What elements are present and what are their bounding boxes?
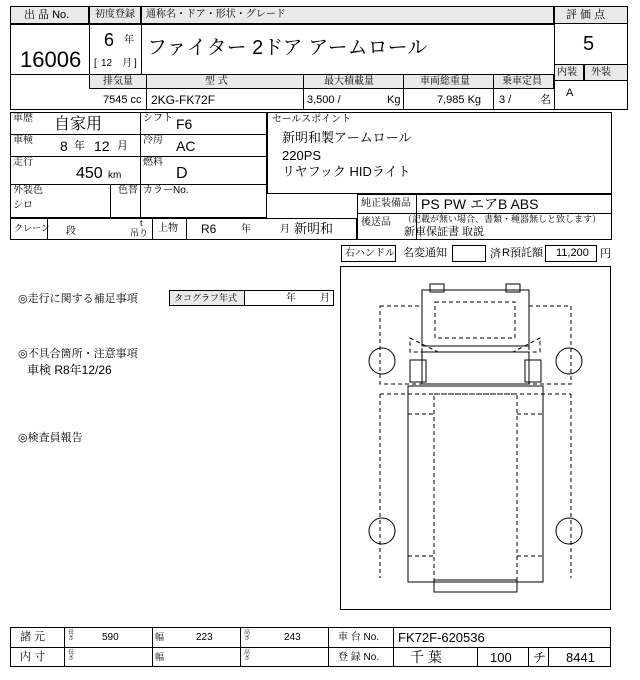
- color-value: シロ: [13, 200, 33, 211]
- body-year-unit: 年: [241, 224, 251, 235]
- first-reg-month: 12: [101, 58, 113, 69]
- load-unit: Kg: [387, 94, 401, 106]
- aftermarket-label: 後送品: [361, 217, 391, 228]
- body-year: R6: [201, 222, 217, 236]
- inner-dims-label: 内 寸: [20, 651, 46, 663]
- shift-value: F6: [176, 116, 193, 132]
- history-block: [10, 112, 267, 218]
- body-maker: 新明和: [294, 221, 334, 236]
- length-label: 長さ: [68, 630, 75, 643]
- inspector-report-label: ◎検査員報告: [18, 432, 83, 444]
- rear-right-wheel: [556, 518, 582, 544]
- genuine-equipment-label: 純正装備品: [361, 198, 411, 209]
- ac-label: 冷房: [143, 135, 163, 146]
- history-label: 車歴: [13, 113, 33, 124]
- ac-value: AC: [176, 138, 196, 154]
- history-value: 自家用: [54, 116, 103, 133]
- displacement-value: 7545 cc: [103, 94, 142, 106]
- body-month-unit: 月: [280, 224, 290, 235]
- interior-label: 内装: [557, 67, 577, 78]
- chassis-label: 車 台 No.: [338, 632, 380, 643]
- tacho-label: タコグラフ年式: [174, 293, 238, 303]
- sales-point-line: 新明和製アームロール: [282, 130, 412, 145]
- name-change-notice-box: [452, 245, 486, 262]
- bed-floor: [434, 394, 517, 580]
- height-label: 高さ: [244, 630, 251, 643]
- chassis-value: FK72F-620536: [398, 630, 485, 645]
- first-reg-year: 6: [104, 30, 115, 50]
- front-right-wheel: [556, 348, 582, 374]
- reg-region: 千 葉: [410, 649, 442, 665]
- right-headlight: [525, 360, 541, 382]
- left-mirror-icon: [430, 284, 444, 292]
- first-reg-month-unit: 月: [122, 58, 132, 69]
- inner-width-label: 幅: [155, 652, 165, 662]
- reg-label: 登 録 No.: [338, 652, 380, 663]
- truck-top-view-diagram: [340, 266, 611, 610]
- inner-height-label: 高さ: [244, 650, 251, 663]
- windshield: [410, 338, 540, 352]
- aftermarket-note: （記載が無い場合、書類・種器無しと致します）: [403, 214, 602, 224]
- exterior-label: 外装: [591, 67, 611, 78]
- gross-value: 7,985 Kg: [437, 94, 482, 106]
- color-no-label: カラーNo.: [143, 185, 189, 196]
- cab-left-side: [380, 306, 422, 384]
- fuel-label: 燃料: [143, 157, 163, 168]
- rear-left-wheel: [369, 518, 395, 544]
- sales-point-line: 220PS: [282, 148, 322, 163]
- crane-hang-unit: 吊り: [130, 228, 149, 238]
- reg-number: 8441: [566, 650, 595, 665]
- load-value: 3,500 /: [307, 94, 341, 106]
- inspection-year: 8: [60, 138, 68, 154]
- displacement-label: 排気量: [103, 76, 133, 87]
- load-label: 最大積載量: [324, 76, 374, 87]
- width-label: 幅: [155, 632, 165, 642]
- color-code-label: 色替: [118, 185, 138, 196]
- tacho-month-unit: 月: [320, 293, 330, 304]
- defects-text: 車検 R8年12/26: [27, 363, 112, 377]
- cab-right-side: [529, 306, 571, 384]
- mileage-unit: km: [108, 170, 122, 181]
- recycle-prefix: 済: [490, 248, 501, 260]
- recycle-unit: 円: [600, 248, 611, 260]
- lot-label: 出 品 No.: [24, 9, 70, 21]
- crane-t-unit: t: [140, 218, 143, 228]
- shift-label: シフト: [143, 113, 173, 124]
- mileage-value: 450: [76, 165, 103, 182]
- right-mirror-icon: [506, 284, 520, 292]
- recycle-value: 11,200: [556, 247, 589, 259]
- capacity-value: 3 /: [499, 94, 512, 106]
- color-label: 外装色: [13, 185, 43, 196]
- width-value: 223: [196, 632, 213, 643]
- recycle-label: R預託額: [502, 247, 543, 259]
- inspection-month: 12: [94, 138, 110, 154]
- driving-notes-label: ◎走行に関する補足事項: [18, 293, 138, 305]
- lot-number: 16006: [20, 47, 82, 72]
- inspection-year-unit: 年: [74, 140, 85, 152]
- interior-grade: A: [566, 87, 574, 99]
- height-value: 243: [284, 632, 301, 643]
- spec-label-row: [89, 74, 554, 89]
- first-reg-year-unit: 年: [124, 35, 134, 46]
- front-left-wheel: [369, 348, 395, 374]
- eval-label: 評 価 点: [566, 9, 606, 21]
- cab-front: [422, 352, 529, 384]
- model-code-label: 型 式: [205, 76, 228, 87]
- capacity-unit: 名: [540, 94, 551, 106]
- eval-score: 5: [583, 33, 595, 55]
- aftermarket-value: 新車保証書 取説: [404, 226, 485, 238]
- reg-class: 100: [490, 650, 512, 665]
- gross-label: 車両総重量: [420, 76, 470, 87]
- cab-roof-inner: [435, 302, 515, 338]
- inspection-month-unit: 月: [117, 140, 128, 152]
- length-value: 590: [102, 632, 119, 643]
- fuel-value: D: [176, 165, 188, 182]
- first-reg-label: 初度登録: [95, 9, 135, 20]
- tacho-year-unit: 年: [286, 293, 296, 304]
- inner-length-label: 長さ: [68, 650, 75, 663]
- dims-label: 諸 元: [20, 631, 46, 643]
- genuine-equipment-value: PS PW エアB ABS: [421, 196, 539, 212]
- crane-label: クレーン: [14, 223, 50, 233]
- mileage-label: 走行: [13, 157, 33, 168]
- name-change-notice-label: 名変通知: [403, 247, 447, 259]
- crane-stage-unit: 段: [66, 226, 76, 237]
- inspection-label: 車検: [13, 135, 33, 146]
- body-label: 上物: [158, 223, 178, 234]
- model-code-value: 2KG-FK72F: [151, 93, 216, 107]
- sales-point-line: リヤフック HIDライト: [282, 164, 411, 179]
- model-info-label: 通称名・ドア・形状・グレード: [146, 9, 286, 20]
- model-name: ファイター 2ドア アームロール: [147, 37, 428, 59]
- capacity-label: 乗車定員: [502, 76, 542, 87]
- reg-kana: チ: [533, 650, 547, 665]
- sales-points-label: セールスポイント: [272, 114, 352, 125]
- left-headlight: [410, 360, 426, 382]
- defects-label: ◎不具合箇所・注意事項: [18, 348, 138, 360]
- steering-value: 右ハンドル: [345, 248, 395, 259]
- cargo-bed: [408, 386, 543, 582]
